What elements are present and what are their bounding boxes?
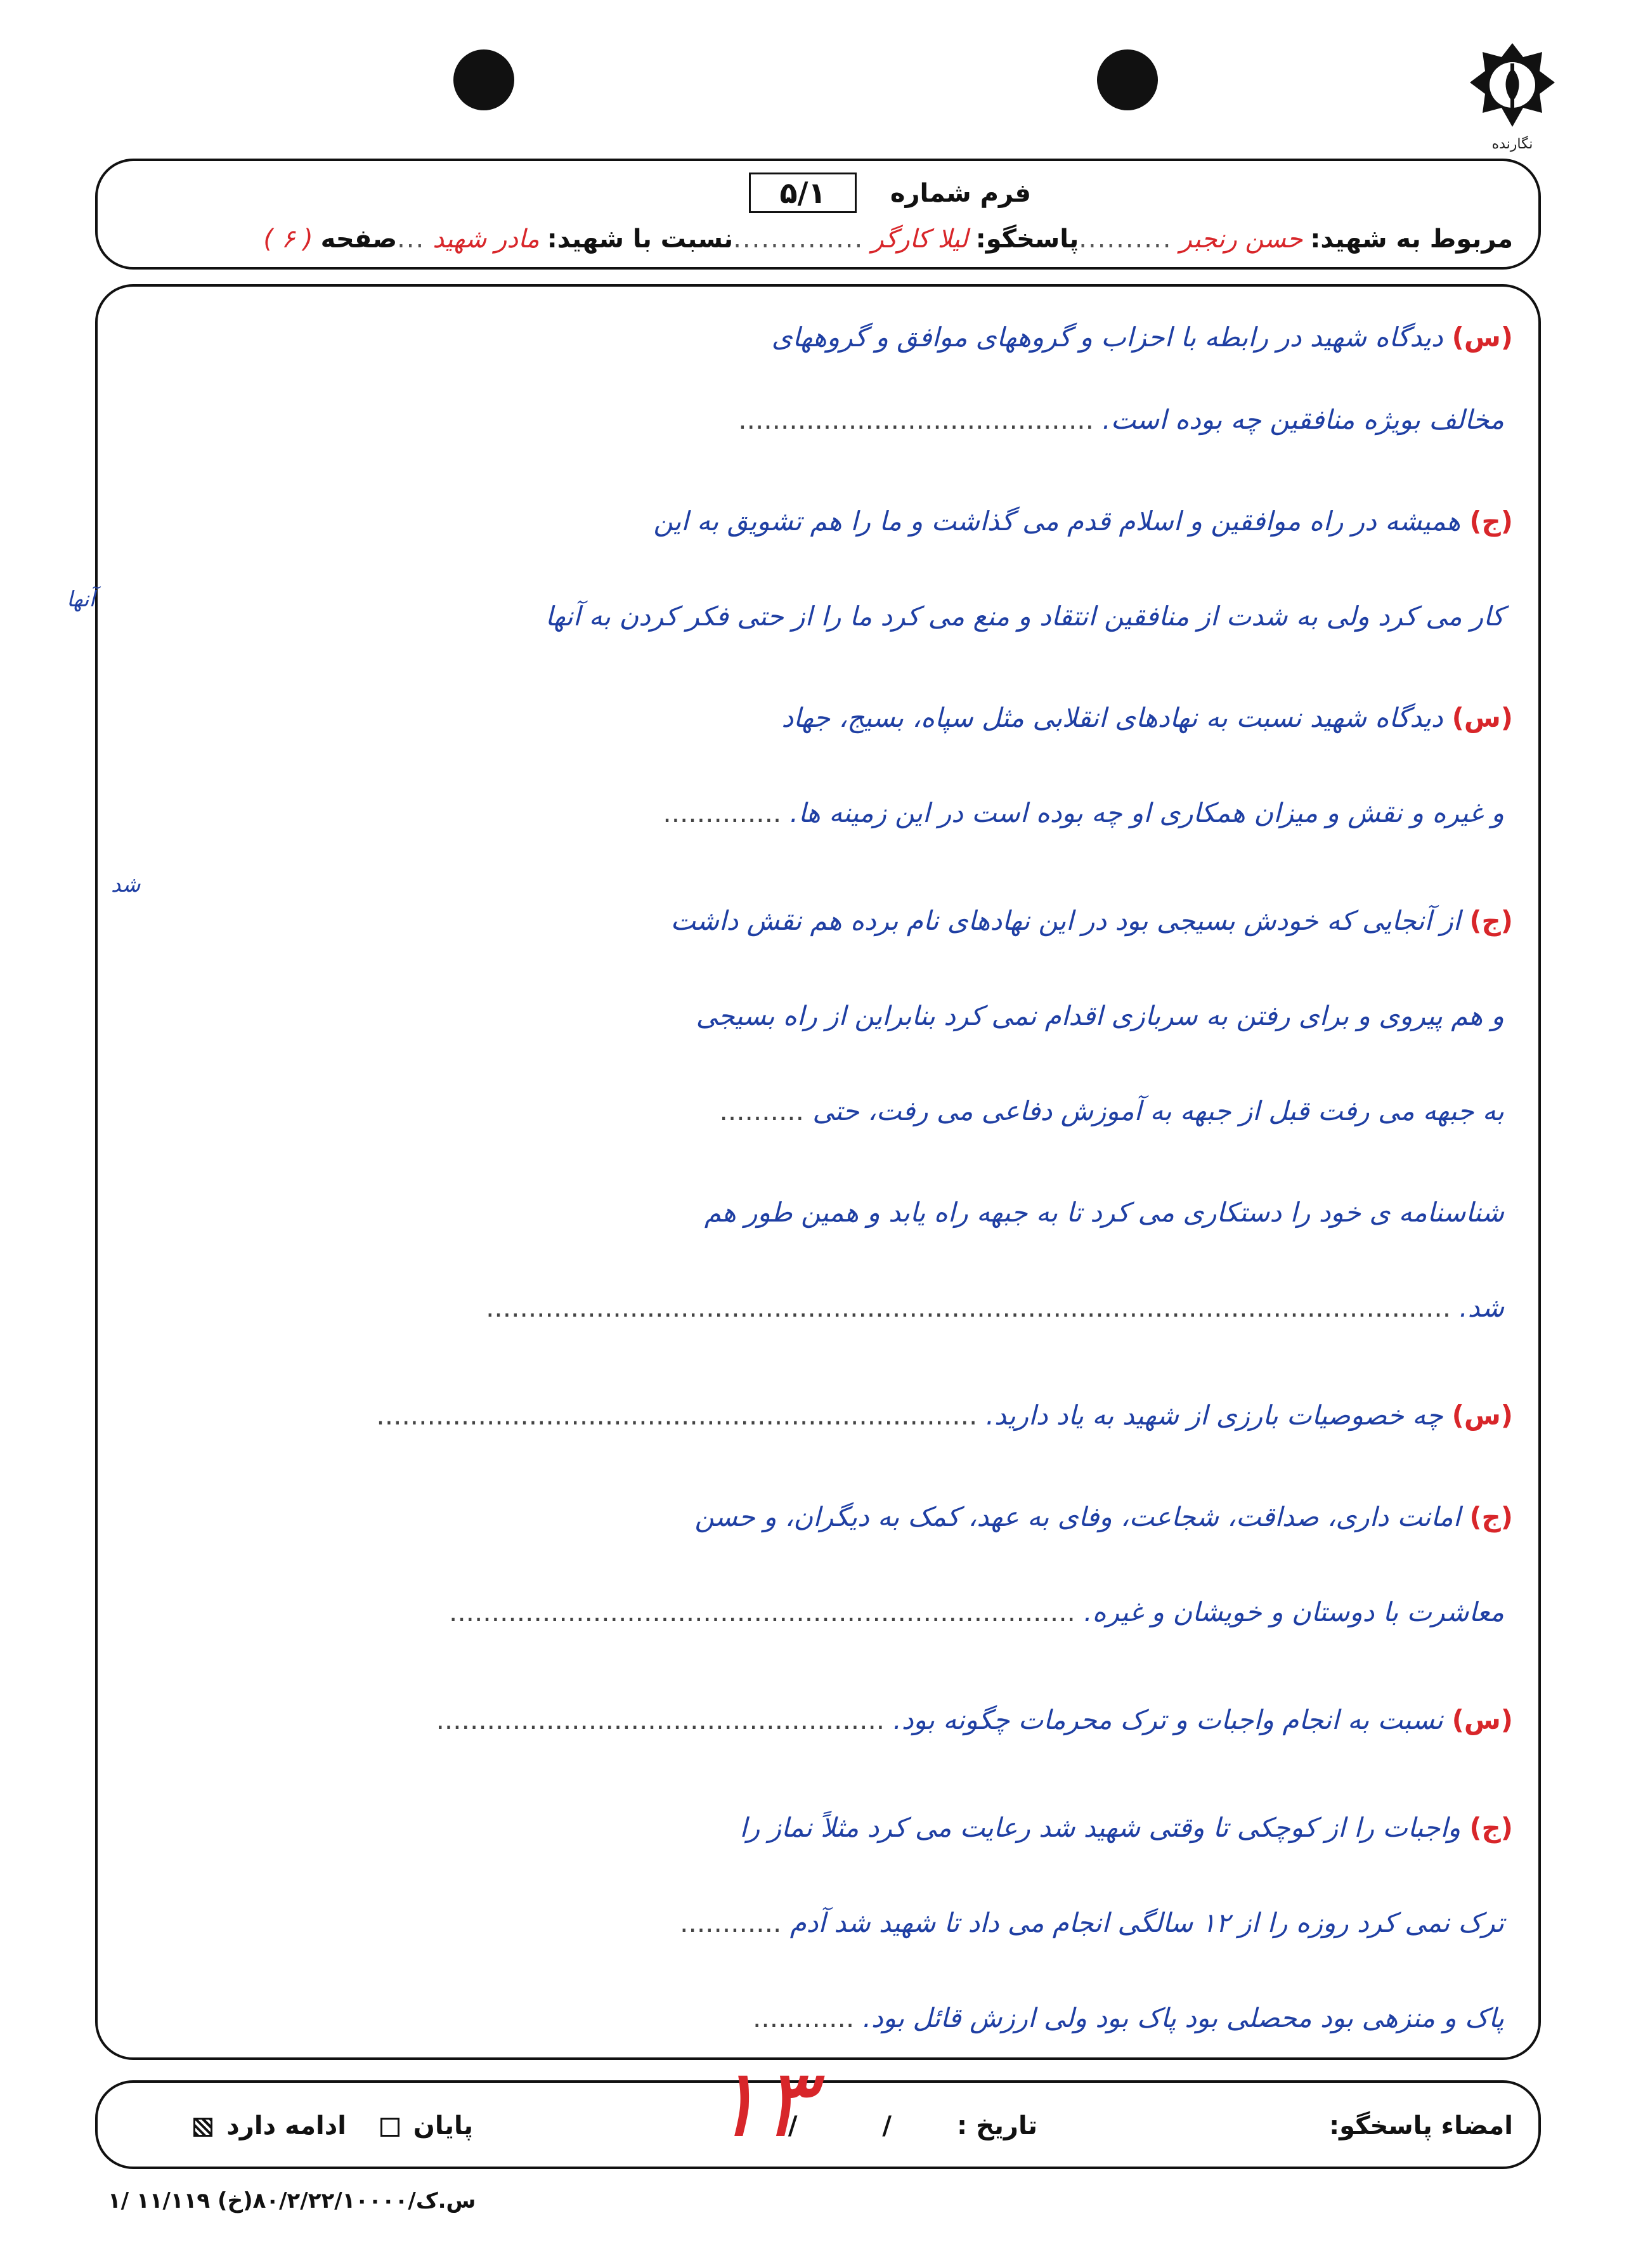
text-line bbox=[129, 1695, 1513, 1745]
text-line bbox=[129, 1187, 1513, 1238]
line-text: دیدگاه شهید نسبت به نهادهای انقلابی مثل سپاه، بسیج، جهاد bbox=[781, 702, 1443, 733]
line-text: از آنجایی که خودش بسیجی بود در این نهادهای نام برده هم نقش داشت bbox=[670, 905, 1461, 936]
line-text: نسبت به انجام واجبات و ترک محرمات چگونه بود. bbox=[893, 1704, 1443, 1735]
organization-logo bbox=[1452, 38, 1573, 178]
end-label: پایان bbox=[413, 2111, 473, 2141]
text-line bbox=[129, 896, 1513, 946]
date-value: / / bbox=[788, 2111, 930, 2141]
line-text: و غیره و نقش و میزان همکاری او چه بوده است در این زمینه ها. bbox=[789, 797, 1504, 828]
line-text: پاک و منزهی بود محصلی بود پاک بود ولی ارزش قائل بود. bbox=[862, 2002, 1504, 2033]
dots: .......... bbox=[1079, 225, 1172, 254]
line-tag bbox=[1504, 1596, 1513, 1627]
form-header bbox=[95, 159, 1541, 270]
martyr-label: مربوط به شهید: bbox=[1310, 225, 1513, 254]
martyr-name: حسن رنجبر bbox=[1179, 225, 1303, 254]
text-line bbox=[129, 1802, 1513, 1853]
punch-hole-left bbox=[453, 49, 514, 110]
logo-caption: نگارنده bbox=[1491, 136, 1533, 152]
line-tag: (ج) bbox=[1469, 1812, 1513, 1843]
dots: .................................................................................................................. bbox=[486, 1292, 1460, 1323]
line-tag bbox=[1504, 1095, 1513, 1126]
dots: ....................................................................... bbox=[376, 1400, 986, 1431]
relation-label: نسبت با شهید: bbox=[547, 225, 734, 254]
print-code: ۱/ ۱۱/۱۱۹ س.ک/۸۰/۲/۲۲/۱۰۰۰۰(خ) bbox=[108, 2188, 476, 2213]
header-info-line bbox=[136, 225, 1513, 263]
page-value: ( ۶ ) bbox=[263, 225, 313, 254]
text-line bbox=[129, 1086, 1513, 1137]
text-line bbox=[129, 1587, 1513, 1638]
line-text: دیدگاه شهید در رابطه با احزاب و گروههای موافق و گروههای bbox=[771, 322, 1443, 353]
line-tag: (ج) bbox=[1469, 905, 1513, 936]
line-text: و هم پیروی و برای رفتن به سربازی اقدام نمی کرد بنابراین از راه بسیجی bbox=[696, 1000, 1504, 1031]
text-line bbox=[129, 693, 1513, 743]
relation-value: مادر شهید bbox=[432, 225, 540, 254]
line-tag: (س) bbox=[1451, 1400, 1513, 1431]
text-line bbox=[129, 312, 1513, 363]
dots: ... bbox=[397, 225, 425, 254]
form-footer bbox=[95, 2080, 1541, 2169]
margin-note: آنها bbox=[67, 587, 95, 612]
line-text: امانت داری، صداقت، شجاعت، وفای به عهد، کمک به دیگران، و حسن bbox=[694, 1501, 1461, 1532]
line-tag: (س) bbox=[1451, 1704, 1513, 1735]
page-label: صفحه bbox=[320, 225, 398, 254]
end-option bbox=[375, 2111, 473, 2141]
text-line bbox=[129, 1390, 1513, 1441]
form-number: ۵/۱ bbox=[749, 173, 857, 213]
text-line bbox=[129, 591, 1513, 642]
line-tag bbox=[1504, 1907, 1513, 1938]
text-line bbox=[129, 394, 1513, 445]
answer-sheet bbox=[95, 284, 1541, 2060]
dots: .............. bbox=[733, 225, 864, 254]
text-line bbox=[129, 496, 1513, 547]
line-tag bbox=[1504, 404, 1513, 435]
line-text: واجبات را از کوچکی تا وقتی شهید شد رعایت می کرد مثلاً نماز را bbox=[739, 1812, 1461, 1843]
continue-option bbox=[188, 2111, 346, 2141]
text-line bbox=[129, 1898, 1513, 1948]
date-label: تاریخ : bbox=[957, 2111, 1037, 2141]
text-line bbox=[129, 788, 1513, 838]
line-tag bbox=[1504, 1292, 1513, 1323]
line-text: چه خصوصیات بارزی از شهید به یاد دارید. bbox=[985, 1400, 1443, 1431]
line-tag: (ج) bbox=[1469, 505, 1513, 537]
dots: ............ bbox=[753, 2002, 863, 2033]
dots: ..................................................... bbox=[436, 1704, 893, 1735]
punch-hole-right bbox=[1097, 49, 1158, 110]
line-tag: (س) bbox=[1451, 702, 1513, 733]
margin-note: شد bbox=[111, 872, 141, 897]
signature-label: امضاء پاسخگو: bbox=[1329, 2111, 1513, 2141]
text-line bbox=[129, 1492, 1513, 1542]
continue-checkbox[interactable] bbox=[193, 2118, 212, 2137]
dots: .......................................... bbox=[738, 404, 1103, 435]
line-tag bbox=[1504, 797, 1513, 828]
line-text: به جبهه می رفت قبل از جبهه به آموزش دفاعی می رفت، حتی bbox=[812, 1095, 1504, 1126]
line-tag bbox=[1504, 2002, 1513, 2033]
handwritten-page-number: ۱۳ bbox=[710, 2049, 813, 2159]
line-tag: (ج) bbox=[1469, 1501, 1513, 1532]
dots: .......... bbox=[719, 1095, 813, 1126]
line-tag bbox=[1504, 1197, 1513, 1228]
line-tag bbox=[1504, 601, 1513, 632]
line-text: معاشرت با دوستان و خویشان و غیره. bbox=[1084, 1596, 1504, 1627]
line-text: کار می کرد ولی به شدت از منافقین انتقاد و منع می کرد ما را از حتی فکر کردن به آنها bbox=[545, 601, 1504, 632]
respondent-name: لیلا کارگر bbox=[871, 225, 968, 254]
text-line bbox=[129, 1993, 1513, 2043]
line-tag bbox=[1504, 1000, 1513, 1031]
line-tag: (س) bbox=[1451, 322, 1513, 353]
dots: .......................................................................... bbox=[448, 1596, 1084, 1627]
dots: .............. bbox=[663, 797, 790, 828]
line-text: مخالف بویژه منافقین چه بوده است. bbox=[1102, 404, 1504, 435]
end-checkbox[interactable] bbox=[380, 2118, 399, 2137]
form-label: فرم شماره bbox=[890, 179, 1031, 208]
emblem-icon bbox=[1465, 38, 1560, 133]
text-line bbox=[129, 1282, 1513, 1333]
line-text: همیشه در راه موافقین و اسلام قدم می گذاشت و ما را هم تشویق به این bbox=[653, 505, 1461, 537]
line-text: شد. bbox=[1459, 1292, 1504, 1323]
continue-label: ادامه دارد bbox=[226, 2111, 346, 2141]
respondent-label: پاسخگو: bbox=[975, 225, 1079, 254]
line-text: شناسنامه ی خود را دستکاری می کرد تا به جبهه راه یابد و همین طور هم bbox=[704, 1197, 1504, 1228]
text-line bbox=[129, 991, 1513, 1041]
line-text: ترک نمی کرد روزه را از ۱۲ سالگی انجام می داد تا شهید شد آدم bbox=[789, 1907, 1504, 1938]
dots: ............ bbox=[680, 1907, 790, 1938]
